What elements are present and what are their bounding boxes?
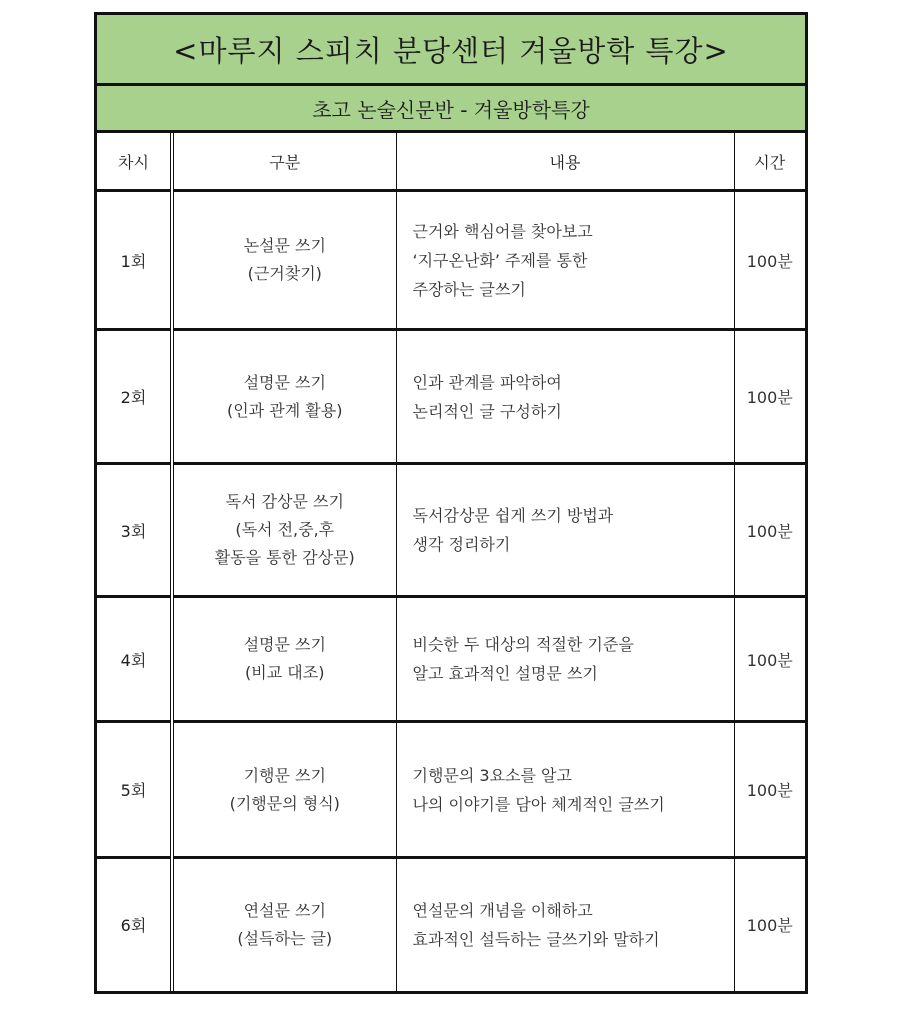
- category-cell: [172, 464, 396, 597]
- content-line: 비슷한 두 대상의 적절한 기준을: [412, 635, 634, 654]
- table-header-row: [97, 133, 805, 191]
- content-cell: [396, 191, 734, 330]
- session-cell: 3회: [97, 464, 172, 597]
- category-line: (인과 관계 활용): [227, 400, 343, 420]
- category-line: (설득하는 글): [237, 928, 333, 948]
- category-line: 독서 감상문 쓰기: [225, 492, 344, 511]
- category-cell: [172, 597, 396, 722]
- header-time: 시간: [734, 133, 805, 191]
- time-cell: 100분: [746, 916, 793, 936]
- time-cell: 100분: [734, 330, 805, 464]
- schedule-table: [97, 133, 805, 991]
- category-line: 논설문 쓰기: [243, 236, 326, 255]
- table-row: [97, 858, 805, 991]
- category-line: 연설문 쓰기: [243, 900, 326, 920]
- table-row: [97, 722, 805, 858]
- category-line: 설명문 쓰기: [243, 635, 326, 654]
- document-title: <마루지 스피치 분당센터 겨울방학 특강>: [97, 15, 805, 86]
- category-cell: [172, 191, 396, 330]
- content-line: 연설문의 개념을 이해하고: [412, 900, 593, 920]
- table-row: [97, 330, 805, 464]
- session-cell: 6회: [97, 858, 172, 991]
- session-cell: 5회: [97, 722, 172, 858]
- table-row: [97, 191, 805, 330]
- session-cell: 1회: [97, 191, 172, 330]
- time-cell: 100분: [734, 191, 805, 330]
- table-row: [97, 597, 805, 722]
- time-cell: 100분: [734, 464, 805, 597]
- content-line: 인과 관계를 파악하여: [412, 372, 562, 392]
- table-row: [97, 464, 805, 597]
- content-line: 주장하는 글쓰기: [412, 279, 526, 299]
- category-line: (비교 대조): [245, 663, 325, 682]
- time-cell: 100분: [734, 722, 805, 858]
- content-line: 나의 이야기를 담아 체계적인 글쓰기: [412, 794, 665, 814]
- category-line: 기행문 쓰기: [243, 765, 326, 785]
- header-category: 구분: [172, 133, 396, 191]
- category-cell: [172, 330, 396, 464]
- content-line: 논리적인 글 구성하기: [412, 401, 562, 421]
- content-cell: [396, 330, 734, 464]
- content-cell: [396, 597, 734, 722]
- session-cell: 4회: [97, 597, 172, 722]
- content-line: 생각 정리하기: [412, 535, 511, 554]
- category-cell: [172, 722, 396, 858]
- header-session: 차시: [97, 133, 172, 191]
- content-line: 알고 효과적인 설명문 쓰기: [412, 664, 598, 683]
- category-cell: [172, 858, 396, 991]
- schedule-sheet: [94, 12, 808, 994]
- session-cell: 2회: [97, 330, 172, 464]
- content-line: 기행문의 3요소를 알고: [412, 765, 572, 785]
- category-line: (독서 전,중,후: [235, 520, 335, 539]
- header-content: 내용: [396, 133, 734, 191]
- category-line: 설명문 쓰기: [243, 372, 326, 392]
- content-line: 근거와 핵심어를 찾아보고: [412, 221, 593, 241]
- content-line: ‘지구온난화’ 주제를 통한: [412, 250, 588, 270]
- time-cell: 100분: [734, 597, 805, 722]
- content-line: 효과적인 설득하는 글쓰기와 말하기: [412, 929, 660, 949]
- content-cell: [396, 858, 734, 991]
- content-cell: [396, 464, 734, 597]
- content-cell: [396, 722, 734, 858]
- category-line: 활동을 통한 감상문): [214, 548, 355, 567]
- content-line: 독서감상문 쉽게 쓰기 방법과: [412, 506, 614, 525]
- category-line: (기행문의 형식): [229, 793, 340, 813]
- category-line: (근거찾기): [247, 264, 322, 283]
- document-subtitle: 초고 논술신문반 - 겨울방학특강: [97, 86, 805, 133]
